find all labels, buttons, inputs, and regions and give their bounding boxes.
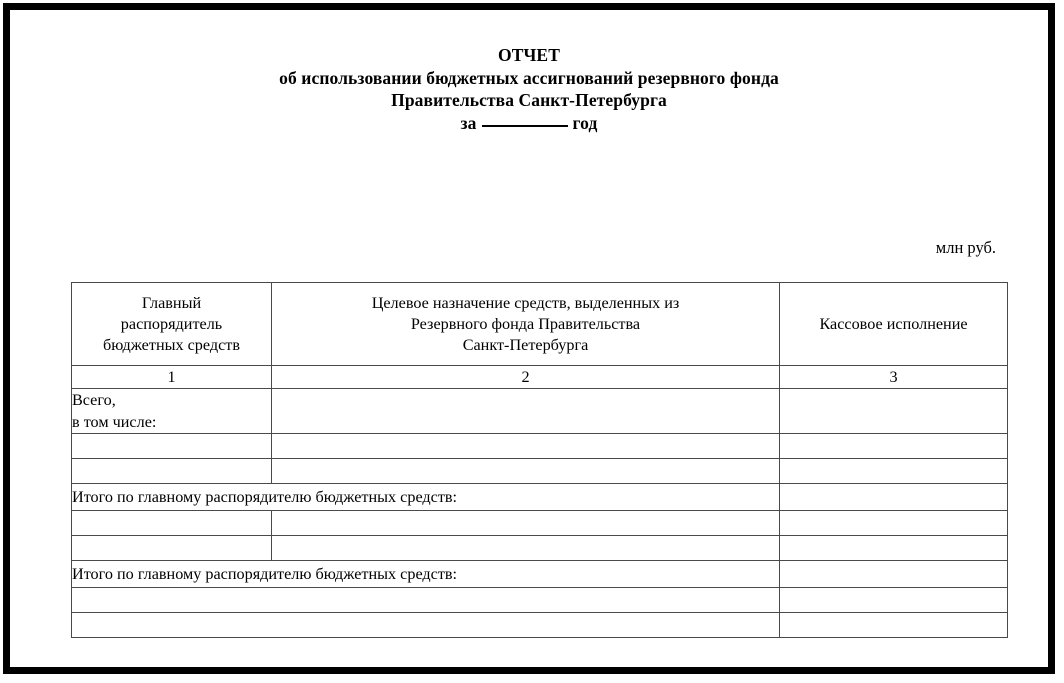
cell-cash[interactable] [780,536,1008,561]
heading-line-2: об использовании бюджетных ассигнований резервного фонда [279,67,779,88]
cell-cash[interactable] [780,459,1008,484]
page-content [10,10,1048,667]
cell-cash[interactable] [780,434,1008,459]
cell-cash-subtotal-1[interactable] [780,484,1008,511]
report-table [71,282,1008,638]
table-row-subtotal-2 [72,561,1008,588]
units-caption: млн руб. [935,238,996,257]
year-line-prefix: за [460,112,477,133]
document-heading [10,44,1048,134]
cell-purpose[interactable] [272,511,780,536]
header-col1-line2: распорядитель [120,314,223,333]
cell-purpose[interactable] [272,434,780,459]
page-border [3,3,1055,674]
row-label-grand-total [72,389,272,434]
heading-year-line [10,112,1048,135]
table-row [72,511,1008,536]
cell-cash-subtotal-2[interactable] [780,561,1008,588]
heading-line-3: Правительства Санкт-Петербурга [391,90,667,110]
header-col2-line3: Санкт-Петербурга [462,335,589,354]
table-row-grand-total [72,389,1008,434]
year-blank-field[interactable] [482,113,568,127]
column-number-1: 1 [72,366,272,389]
table-row [72,588,1008,613]
row-label-subtotal-1: Итого по главному распорядителю бюджетных средств: [72,484,780,511]
cell-purpose[interactable] [272,536,780,561]
table-column-number-row [72,366,1008,389]
cell-cash-grand-total[interactable] [780,389,1008,434]
cell-manager[interactable] [72,511,272,536]
header-cell-purpose [272,283,780,366]
header-col1-line1: Главный [141,293,202,312]
grand-total-line-2: в том числе: [72,413,157,431]
cell-manager-purpose-merged[interactable] [72,588,780,613]
cell-manager[interactable] [72,536,272,561]
table-row [72,459,1008,484]
header-cell-cash-execution: Кассовое исполнение [780,283,1008,366]
cell-manager-purpose-merged[interactable] [72,613,780,638]
heading-line-1: ОТЧЕТ [498,45,560,65]
column-number-3: 3 [780,366,1008,389]
header-cell-main-manager [72,283,272,366]
table-header-row [72,283,1008,366]
cell-cash[interactable] [780,588,1008,613]
table-row-subtotal-1 [72,484,1008,511]
header-col1-line3: бюджетных средств [102,335,241,354]
cell-cash[interactable] [780,613,1008,638]
cell-purpose-grand-total[interactable] [272,389,780,434]
cell-manager[interactable] [72,459,272,484]
cell-purpose[interactable] [272,459,780,484]
year-line-suffix: год [572,112,598,133]
column-number-2: 2 [272,366,780,389]
header-col2-line2: Резервного фонда Правительства [410,314,641,333]
row-label-subtotal-2: Итого по главному распорядителю бюджетных средств: [72,561,780,588]
table-row [72,536,1008,561]
table-row [72,434,1008,459]
cell-manager[interactable] [72,434,272,459]
header-col2-line1: Целевое назначение средств, выделенных из [371,293,680,312]
grand-total-line-1: Всего, [72,391,116,409]
table-row [72,613,1008,638]
cell-cash[interactable] [780,511,1008,536]
